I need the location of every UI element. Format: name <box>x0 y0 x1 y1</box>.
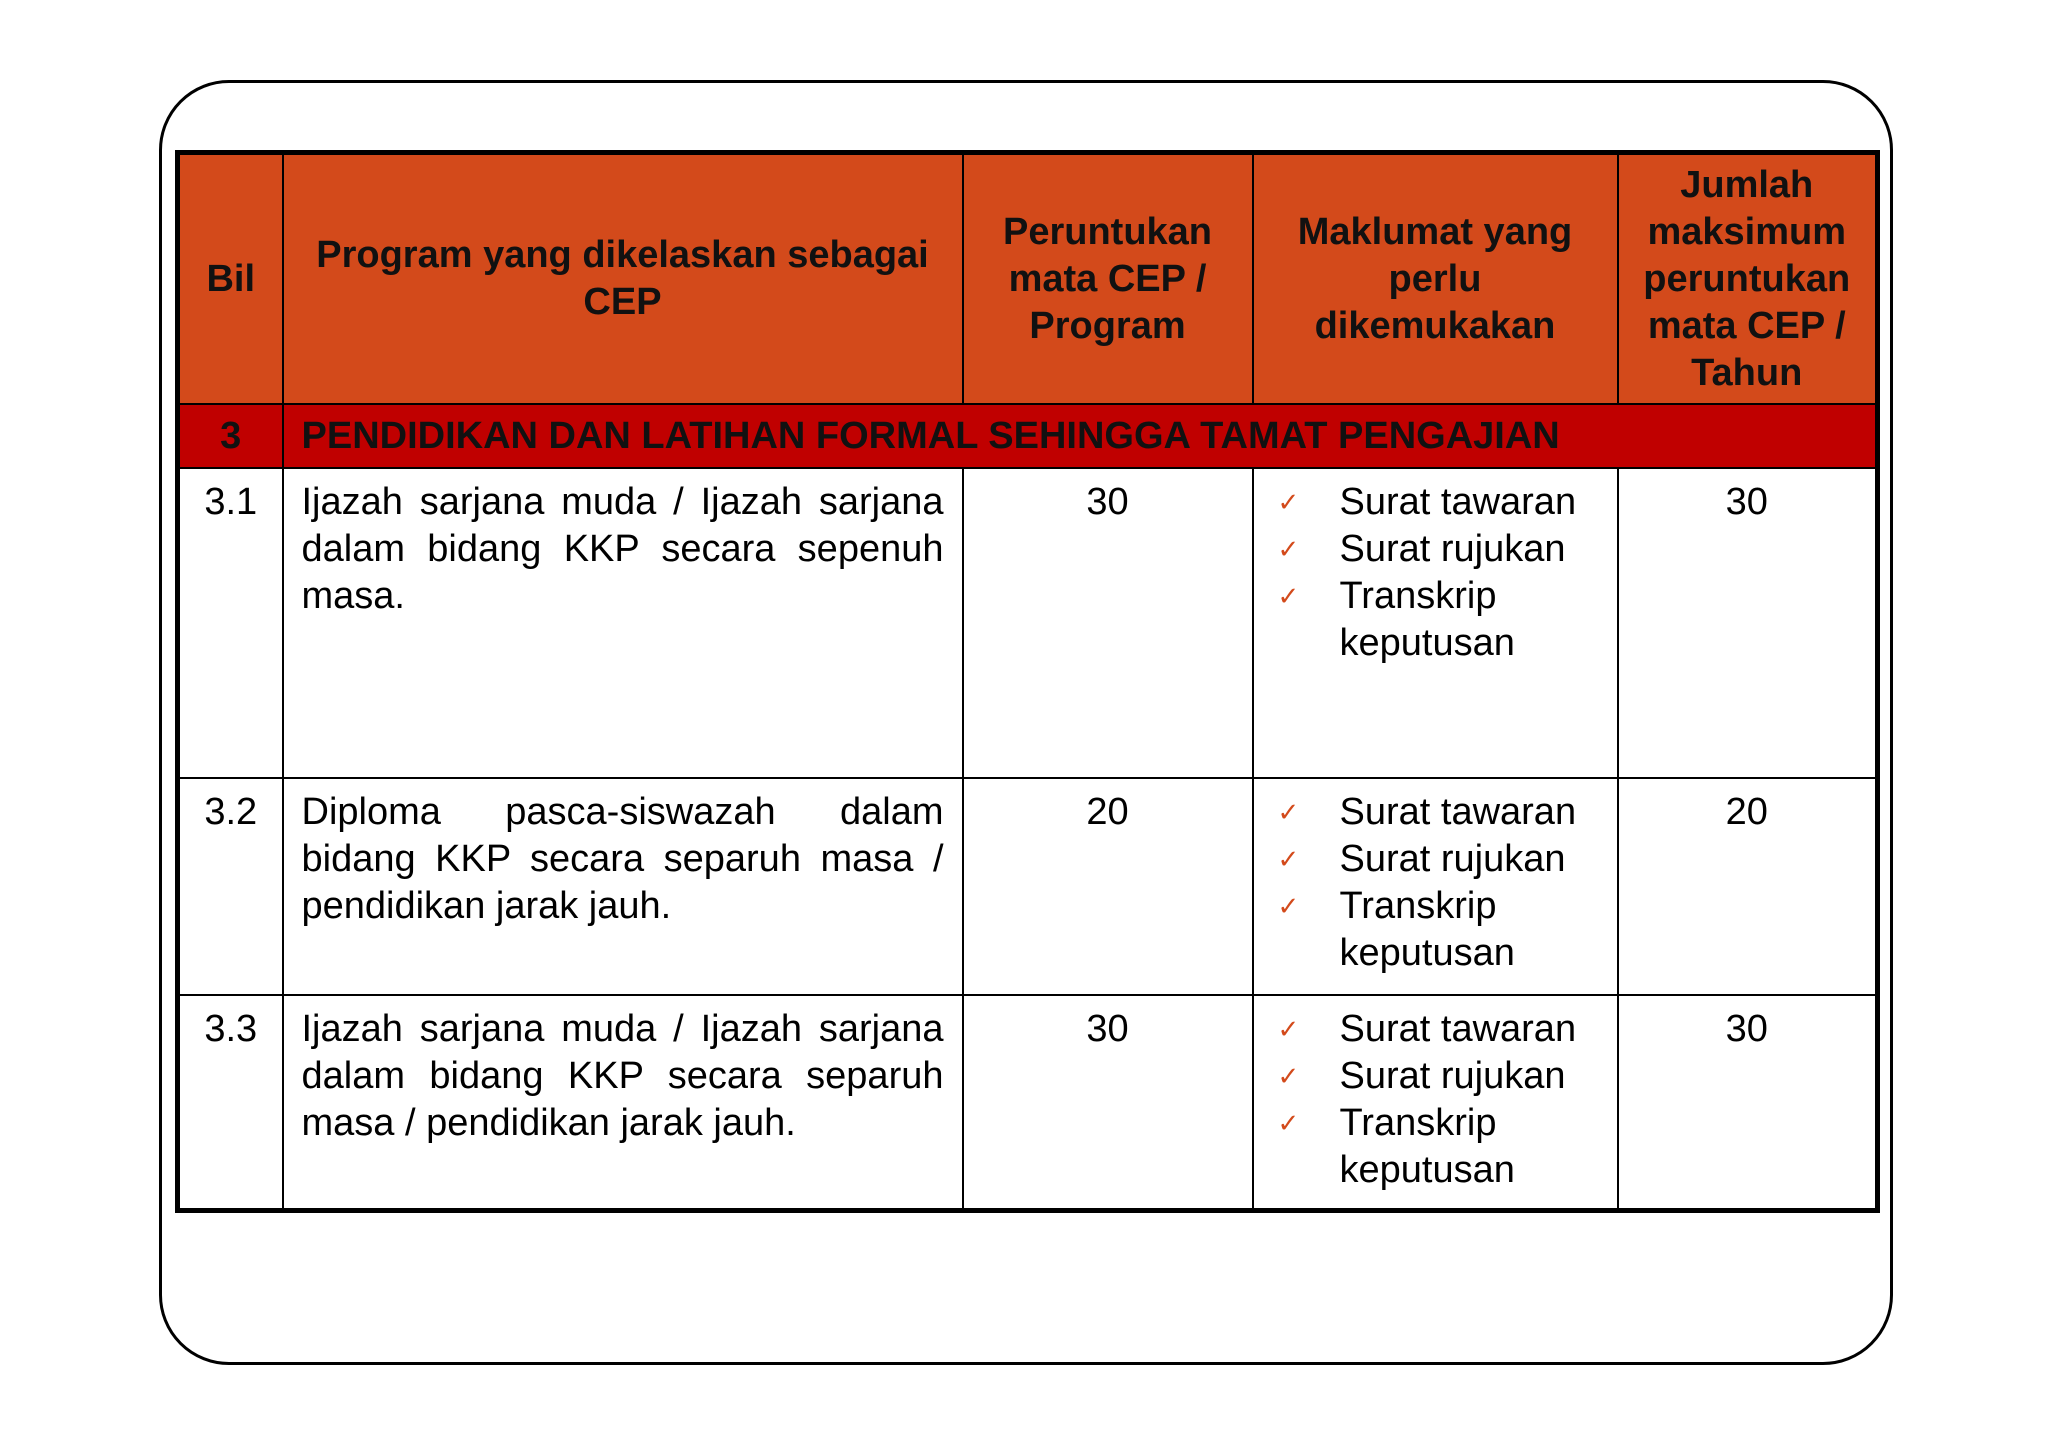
check-icon: ✓ <box>1277 845 1300 875</box>
list-item <box>1268 1053 1617 1100</box>
row-max-points: 30 <box>1618 995 1878 1210</box>
check-icon: ✓ <box>1277 582 1300 612</box>
list-item-label: Surat tawaran <box>1339 791 1577 833</box>
row-program: Diploma pasca-siswazah dalam bidang KKP secara separuh masa / pendidikan jarak jauh. <box>283 778 963 995</box>
row-program: Ijazah sarjana muda / Ijazah sarjana dalam bidang KKP secara separuh masa / pendidikan jarak jauh. <box>283 995 963 1210</box>
header-program: Program yang dikelaskan sebagai CEP <box>283 153 963 405</box>
list-item-label: Transkrip keputusan <box>1339 575 1515 664</box>
row-points: 20 <box>963 778 1253 995</box>
header-bil: Bil <box>178 153 283 405</box>
row-bil: 3.1 <box>178 468 283 778</box>
row-points: 30 <box>963 995 1253 1210</box>
list-item <box>1268 789 1617 836</box>
table-row <box>178 468 1878 778</box>
row-max-points: 20 <box>1618 778 1878 995</box>
check-icon: ✓ <box>1277 535 1300 565</box>
list-item <box>1268 883 1617 977</box>
row-max-points: 30 <box>1618 468 1878 778</box>
list-item-label: Surat tawaran <box>1339 1008 1577 1050</box>
check-icon: ✓ <box>1277 488 1300 518</box>
row-program: Ijazah sarjana muda / Ijazah sarjana dalam bidang KKP secara sepenuh masa. <box>283 468 963 778</box>
section-number: 3 <box>178 404 283 468</box>
list-item <box>1268 526 1617 573</box>
list-item-label: Surat tawaran <box>1339 481 1577 523</box>
header-max-points-per-year: Jumlah maksimum peruntukan mata CEP / Tahun <box>1618 153 1878 405</box>
header-points-per-program: Peruntukan mata CEP / Program <box>963 153 1253 405</box>
row-bil: 3.3 <box>178 995 283 1210</box>
table-row <box>178 778 1878 995</box>
list-item-label: Transkrip keputusan <box>1339 1102 1515 1191</box>
header-row <box>178 153 1878 405</box>
row-required-info <box>1253 995 1618 1210</box>
list-item <box>1268 479 1617 526</box>
list-item-label: Surat rujukan <box>1339 838 1566 880</box>
check-list <box>1268 479 1617 667</box>
list-item-label: Transkrip keputusan <box>1339 885 1515 974</box>
check-icon: ✓ <box>1277 1109 1300 1139</box>
check-icon: ✓ <box>1277 798 1300 828</box>
list-item <box>1268 836 1617 883</box>
cep-table <box>175 150 1880 1213</box>
check-icon: ✓ <box>1277 1062 1300 1092</box>
list-item-label: Surat rujukan <box>1339 528 1566 570</box>
check-list <box>1268 789 1617 977</box>
check-icon: ✓ <box>1277 1015 1300 1045</box>
row-required-info <box>1253 468 1618 778</box>
table-row <box>178 995 1878 1210</box>
list-item-label: Surat rujukan <box>1339 1055 1566 1097</box>
section-row <box>178 404 1878 468</box>
section-title: PENDIDIKAN DAN LATIHAN FORMAL SEHINGGA TAMAT PENGAJIAN <box>283 404 1878 468</box>
list-item <box>1268 573 1617 667</box>
check-list <box>1268 1006 1617 1194</box>
row-bil: 3.2 <box>178 778 283 995</box>
row-required-info <box>1253 778 1618 995</box>
header-required-info: Maklumat yang perlu dikemukakan <box>1253 153 1618 405</box>
check-icon: ✓ <box>1277 892 1300 922</box>
list-item <box>1268 1006 1617 1053</box>
row-points: 30 <box>963 468 1253 778</box>
list-item <box>1268 1100 1617 1194</box>
